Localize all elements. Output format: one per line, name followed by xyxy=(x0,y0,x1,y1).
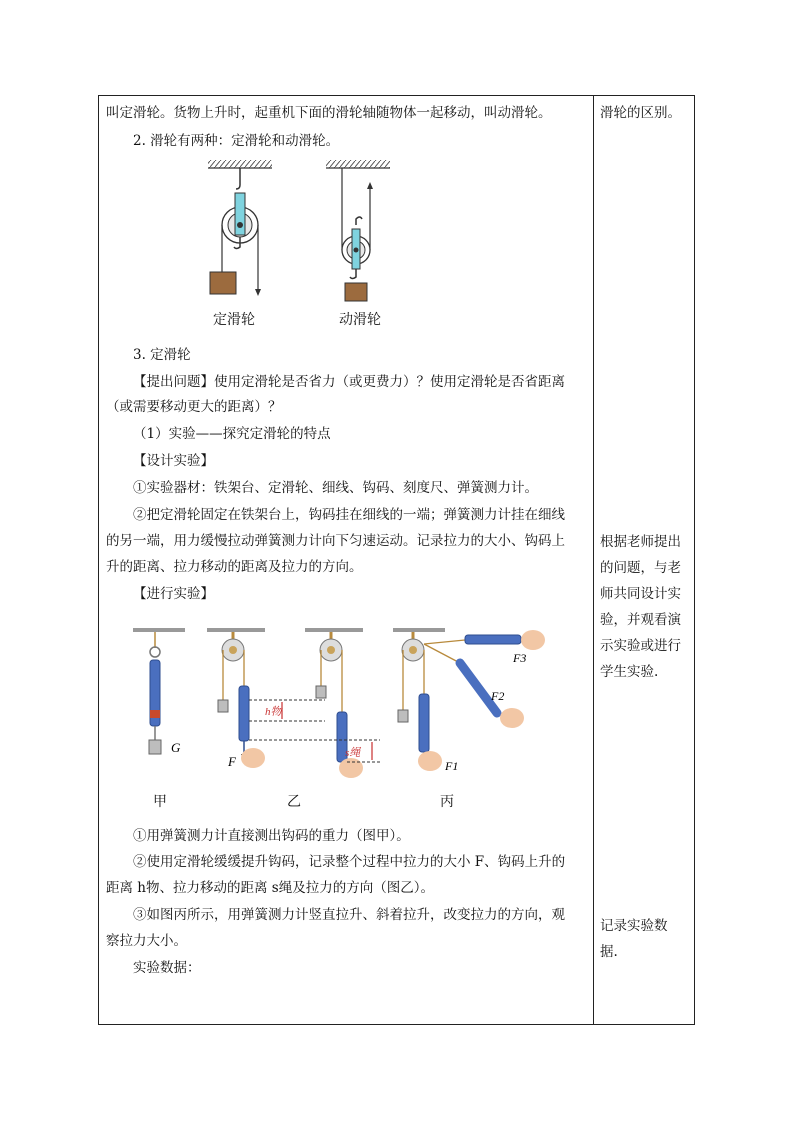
label-s: s绳 xyxy=(345,747,361,759)
side-note-3-line: 记录实验数 xyxy=(600,918,668,934)
fixed-pulley-diagram xyxy=(208,160,272,296)
design-heading: 【设计实验】 xyxy=(133,453,214,469)
movable-pulley-diagram xyxy=(326,160,390,301)
figure-bing xyxy=(393,628,545,773)
label-h: h物 xyxy=(265,706,282,718)
step-line-1: ①用弹簧测力计直接测出钩码的重力（图甲）。 xyxy=(133,828,410,844)
procedure-line-1: ②把定滑轮固定在铁架台上，钩码挂在细线的一端；弹簧测力计挂在细线 xyxy=(133,507,565,523)
text-line-3: 3. 定滑轮 xyxy=(133,347,191,363)
label-G: G xyxy=(171,740,181,755)
side-note-3 xyxy=(600,913,686,965)
text-line-1: 叫定滑轮。货物上升时，起重机下面的滑轮轴随物体一起移动，叫动滑轮。 xyxy=(106,105,552,121)
conduct-heading: 【进行实验】 xyxy=(133,586,214,602)
side-note-3-line: 据. xyxy=(600,944,618,960)
caption-jia: 甲 xyxy=(153,794,167,810)
procedure-line-3: 升的距离、拉力移动的距离及拉力的方向。 xyxy=(106,559,363,575)
side-note-2-line: 示实验或进行 xyxy=(600,638,681,654)
text-line-2: 2. 滑轮有两种：定滑轮和动滑轮。 xyxy=(133,133,340,149)
caption-bing: 丙 xyxy=(440,794,454,810)
step-line-2a: ②使用定滑轮缓缓提升钩码，记录整个过程中拉力的大小 F、钩码上升的 xyxy=(133,854,566,870)
figure-jia xyxy=(133,628,185,755)
caption-yi: 乙 xyxy=(287,794,301,810)
label-F2: F2 xyxy=(491,689,505,703)
side-note-2 xyxy=(600,529,686,685)
movable-pulley-caption: 动滑轮 xyxy=(339,312,381,328)
step-line-2b: 距离 h物、拉力移动的距离 s绳及拉力的方向（图乙）。 xyxy=(106,880,434,896)
experiment-figure xyxy=(125,618,565,818)
step-line-3a: ③如图丙所示，用弹簧测力计竖直拉升、斜着拉升，改变拉力的方向，观 xyxy=(133,907,565,923)
fixed-pulley-caption: 定滑轮 xyxy=(213,312,255,328)
side-note-2-line: 学生实验. xyxy=(600,664,659,680)
column-divider xyxy=(593,96,594,1024)
side-note-1: 滑轮的区别。 xyxy=(600,105,681,121)
side-note-2-line: 的问题，与老 xyxy=(600,560,681,576)
label-F: F xyxy=(228,754,236,769)
experiment-title: （1）实验——探究定滑轮的特点 xyxy=(133,426,331,442)
equipment-line: ①实验器材：铁架台、定滑轮、细线、钩码、刻度尺、弹簧测力计。 xyxy=(133,480,538,496)
procedure-line-2: 的另一端，用力缓慢拉动弹簧测力计向下匀速运动。记录拉力的大小、钩码上 xyxy=(106,533,565,549)
question-line-2: （或需要移动更大的距离）？ xyxy=(106,399,282,415)
step-line-3b: 察拉力大小。 xyxy=(106,933,187,949)
question-line-1: 【提出问题】使用定滑轮是否省力（或更费力）？使用定滑轮是否省距离 xyxy=(133,374,565,390)
label-F1: F1 xyxy=(445,759,459,773)
side-note-2-line: 师共同设计实 xyxy=(600,586,681,602)
side-note-2-line: 根据老师提出 xyxy=(600,534,681,550)
data-label: 实验数据： xyxy=(133,960,201,976)
figure-yi xyxy=(207,628,380,778)
pulley-types-figure xyxy=(190,155,410,305)
label-F3: F3 xyxy=(513,651,527,665)
side-note-2-line: 验，并观看演 xyxy=(600,612,681,628)
